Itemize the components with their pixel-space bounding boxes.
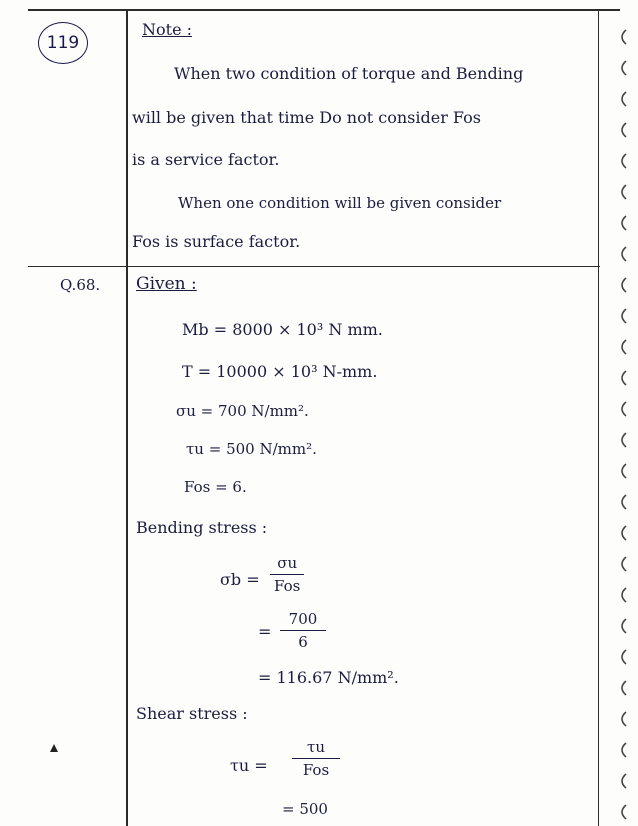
bending-denominator: Fos	[274, 577, 301, 596]
section-divider	[28, 266, 600, 267]
spiral-ring	[616, 710, 628, 728]
given-ultimate-shear-stress: τu = 500 N/mm².	[186, 440, 317, 458]
shear-next-line: = 500	[282, 800, 328, 818]
given-factor-of-safety: Fos = 6.	[184, 478, 247, 496]
bending-fraction-1	[270, 554, 304, 595]
bending-lhs: σb =	[220, 570, 260, 589]
given-heading: Given :	[136, 274, 197, 294]
bending-equals: =	[258, 622, 272, 641]
given-ultimate-tensile-stress: σu = 700 N/mm².	[176, 402, 309, 420]
shear-lhs: τu =	[230, 756, 268, 775]
page-number-badge	[38, 22, 88, 64]
note-line-1: When two condition of torque and Bending	[174, 64, 524, 83]
spiral-ring	[616, 493, 628, 511]
spiral-ring	[616, 648, 628, 666]
given-bending-moment: Mb = 8000 × 10³ N mm.	[182, 320, 383, 339]
spiral-ring	[616, 121, 628, 139]
spiral-ring	[616, 369, 628, 387]
question-number: Q.68.	[60, 276, 101, 294]
bending-numerator: σu	[277, 554, 298, 572]
spiral-ring	[616, 183, 628, 201]
spiral-ring	[616, 772, 628, 790]
shear-fraction	[292, 738, 340, 779]
spiral-ring	[616, 617, 628, 635]
spiral-ring	[616, 338, 628, 356]
spiral-ring	[616, 679, 628, 697]
fraction-bar	[270, 574, 304, 575]
top-border-line	[28, 9, 620, 11]
bending-stress-heading: Bending stress :	[136, 518, 268, 537]
note-line-3: is a service factor.	[132, 150, 280, 169]
bending-result: = 116.67 N/mm².	[258, 668, 399, 687]
shear-stress-heading: Shear stress :	[136, 704, 248, 723]
given-torque: T = 10000 × 10³ N-mm.	[182, 362, 378, 381]
spiral-ring	[616, 555, 628, 573]
spiral-ring	[616, 214, 628, 232]
spiral-ring	[616, 586, 628, 604]
page-number: 119	[46, 33, 80, 53]
pen-mark	[50, 744, 58, 752]
bending-denominator-value: 6	[298, 633, 308, 652]
bending-numerator-value: 700	[288, 610, 318, 628]
spiral-ring	[616, 462, 628, 480]
right-margin-line	[598, 10, 599, 826]
shear-denominator: Fos	[302, 761, 330, 780]
margin-line	[126, 10, 128, 826]
spiral-ring	[616, 152, 628, 170]
spiral-ring	[616, 276, 628, 294]
shear-numerator: τu	[307, 738, 325, 756]
spiral-ring	[616, 307, 628, 325]
spiral-ring	[616, 803, 628, 821]
spiral-ring	[616, 59, 628, 77]
spiral-ring	[616, 741, 628, 759]
spiral-ring	[616, 245, 628, 263]
fraction-bar	[280, 630, 326, 631]
spiral-ring	[616, 90, 628, 108]
spiral-ring	[616, 524, 628, 542]
note-line-5: Fos is surface factor.	[132, 232, 301, 251]
spiral-ring	[616, 28, 628, 46]
spiral-ring	[616, 400, 628, 418]
bending-fraction-2	[280, 610, 326, 651]
note-line-2: will be given that time Do not consider Fos	[132, 108, 481, 127]
spiral-ring	[616, 431, 628, 449]
note-line-4: When one condition will be given consider	[178, 194, 502, 212]
fraction-bar	[292, 758, 340, 759]
note-heading: Note :	[142, 20, 193, 39]
